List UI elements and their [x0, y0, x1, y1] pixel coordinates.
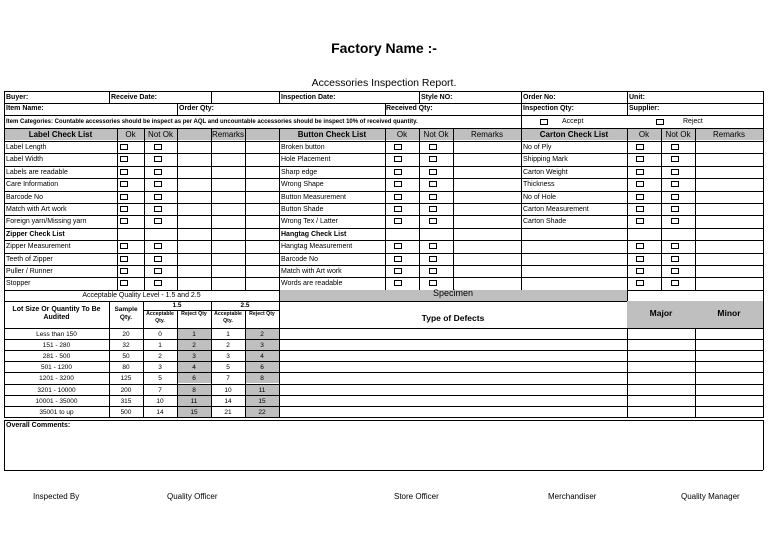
unit-label: Unit:: [629, 94, 645, 101]
grid-line: [4, 277, 763, 278]
grid-line: [521, 115, 522, 128]
column-remarks: Remarks: [211, 130, 244, 139]
receive-date-label: Receive Date:: [111, 94, 157, 101]
grid-line: [4, 372, 763, 373]
checkbox[interactable]: [120, 194, 128, 200]
grid-line: [4, 115, 763, 116]
button-check-item: Button Shade: [281, 206, 324, 213]
checkbox[interactable]: [394, 156, 402, 162]
checkbox[interactable]: [394, 280, 402, 286]
checkbox[interactable]: [671, 243, 679, 249]
signature-quality-manager: Quality Manager: [681, 492, 740, 501]
aql-cell: 0: [158, 331, 162, 338]
button-check-item: Sharp edge: [281, 169, 318, 176]
carton-check-item: No of Hole: [523, 194, 557, 201]
button-check-item: Wrong Tex / Latter: [281, 218, 338, 225]
checkbox[interactable]: [120, 169, 128, 175]
checkbox[interactable]: [671, 218, 679, 224]
aql-cell: 80: [122, 364, 130, 371]
grid-line: [4, 339, 763, 340]
aql-cell: 3: [192, 353, 196, 360]
grid-line: [763, 290, 764, 418]
grid-line: [4, 215, 763, 216]
order-no-label: Order No:: [523, 94, 556, 101]
checkbox[interactable]: [429, 243, 437, 249]
aql-cell: 4: [260, 353, 264, 360]
checkbox[interactable]: [671, 206, 679, 212]
button-check-item: Words are readable: [281, 280, 343, 287]
carton-check-item: Thickness: [523, 181, 555, 188]
checkbox[interactable]: [636, 243, 644, 249]
aql-cell: 3: [158, 364, 162, 371]
checkbox[interactable]: [120, 144, 128, 150]
button-check-item: Button Measurement: [281, 194, 346, 201]
checkbox[interactable]: [636, 194, 644, 200]
checkbox[interactable]: [154, 169, 162, 175]
aql-cell: 14: [224, 398, 232, 405]
received-qty-label: Received Qty:: [386, 105, 433, 112]
checkbox[interactable]: [394, 144, 402, 150]
checkbox[interactable]: [636, 144, 644, 150]
checkbox[interactable]: [154, 256, 162, 262]
column-not-ok: Not Ok: [148, 130, 173, 139]
aql-cell: 500: [120, 409, 132, 416]
checkbox[interactable]: [394, 181, 402, 187]
checkbox[interactable]: [429, 194, 437, 200]
grid-line: [4, 91, 763, 92]
accept-checkbox[interactable]: [540, 119, 548, 125]
checkbox[interactable]: [154, 181, 162, 187]
button-check-item: Match with Art work: [281, 268, 342, 275]
label-check-item: Label Length: [6, 144, 47, 151]
grid-line: [763, 91, 764, 290]
aql-cell: 1: [226, 331, 230, 338]
checkbox[interactable]: [429, 181, 437, 187]
checkbox[interactable]: [394, 169, 402, 175]
aql-cell: 151 - 280: [42, 342, 71, 349]
grid-line: [211, 91, 212, 103]
specimen-label: Specimen: [432, 288, 474, 298]
checkbox[interactable]: [636, 156, 644, 162]
column-not-ok: Not Ok: [423, 130, 449, 139]
checkbox[interactable]: [394, 268, 402, 274]
aql-cell: 6: [192, 375, 196, 382]
aql-cell: 7: [158, 387, 162, 394]
style-no-label: Style NO:: [421, 94, 453, 101]
checkbox[interactable]: [636, 280, 644, 286]
aql-cell: 14: [156, 409, 164, 416]
label-check-item: Puller / Runner: [6, 268, 53, 275]
checkbox[interactable]: [429, 280, 437, 286]
buyer-label: Buyer:: [6, 94, 29, 101]
checkbox[interactable]: [636, 218, 644, 224]
carton-check-item: No of Ply: [523, 144, 552, 151]
aql-subheader: Acceptable Qty.: [214, 311, 242, 324]
grid-line: [4, 395, 763, 396]
checkbox[interactable]: [120, 156, 128, 162]
signature-store-officer: Store Officer: [394, 492, 439, 501]
aql-cell: 2: [158, 353, 162, 360]
aql-cell: 15: [190, 409, 198, 416]
grid-line: [177, 103, 178, 115]
item-name-label: Item Name:: [6, 105, 44, 112]
column-carton_check: Carton Check List: [539, 130, 609, 139]
item-categories-note: Item Categories: Countable accessories should be inspect as per AQL and uncountable accessories should be inspect 10% of received quantity.: [6, 119, 418, 125]
column-not-ok: Not Ok: [665, 130, 691, 139]
aql-cell: 5: [158, 375, 162, 382]
aql-cell: 21: [224, 409, 232, 416]
checkbox[interactable]: [154, 280, 162, 286]
aql-title: Acceptable Quality Level - 1.5 and 2.5: [82, 292, 201, 299]
aql-cell: 5: [226, 364, 230, 371]
aql-cell: 22: [258, 409, 266, 416]
button-check-item: Hangtag Check List: [281, 231, 347, 238]
aql-cell: 3: [260, 342, 264, 349]
grid-line: [419, 91, 420, 103]
aql-cell: 10: [156, 398, 164, 405]
checkbox[interactable]: [394, 256, 402, 262]
aql-cell: 8: [260, 375, 264, 382]
aql-cell: 8: [192, 387, 196, 394]
checkbox[interactable]: [429, 256, 437, 262]
grid-line: [4, 406, 763, 407]
button-check-item: Broken button: [281, 144, 325, 151]
order-qty-label: Order Qty:: [179, 105, 215, 112]
checkbox[interactable]: [671, 181, 679, 187]
aql-cell: 11: [190, 398, 198, 405]
checkbox[interactable]: [671, 280, 679, 286]
checkbox[interactable]: [120, 256, 128, 262]
checkbox[interactable]: [120, 280, 128, 286]
label-check-item: Match with Art work: [6, 206, 67, 213]
aql-cell: 50: [122, 353, 130, 360]
label-check-item: Label Width: [6, 156, 43, 163]
checkbox[interactable]: [154, 144, 162, 150]
checkbox[interactable]: [154, 206, 162, 212]
aql-cell: 2: [226, 342, 230, 349]
grid-line: [4, 253, 763, 254]
supplier-label: Supplier:: [629, 105, 660, 112]
grid-line: [109, 91, 110, 103]
inspection-qty-label: Inspection Qty:: [523, 105, 574, 112]
report-subtitle: Accessories Inspection Report.: [311, 77, 457, 89]
checkbox[interactable]: [636, 268, 644, 274]
grid-line: [4, 178, 763, 179]
aql-cell: 3: [226, 353, 230, 360]
major-column: Major: [649, 308, 673, 318]
type-of-defects-label: Type of Defects: [421, 313, 485, 323]
checkbox[interactable]: [120, 181, 128, 187]
grid-line: [4, 328, 763, 329]
reject-label: Reject: [683, 118, 703, 125]
aql-cell: 1: [192, 331, 196, 338]
carton-check-item: Carton Measurement: [523, 206, 589, 213]
label-check-item: Zipper Check List: [6, 231, 65, 238]
column-label_check: Label Check List: [28, 130, 93, 139]
column-ok: Ok: [396, 130, 408, 139]
checkbox[interactable]: [120, 206, 128, 212]
factory-name-title: Factory Name :-: [331, 40, 437, 56]
checkbox[interactable]: [671, 156, 679, 162]
checkbox[interactable]: [429, 268, 437, 274]
aql-level-1: 1.5: [172, 302, 182, 309]
reject-checkbox[interactable]: [656, 119, 664, 125]
checkbox[interactable]: [154, 218, 162, 224]
sample-qty-header: Sample Qty.: [114, 306, 138, 321]
grid-line: [4, 350, 763, 351]
label-check-item: Labels are readable: [6, 169, 68, 176]
checkbox[interactable]: [636, 169, 644, 175]
aql-cell: 1201 - 3200: [39, 375, 74, 382]
aql-cell: 15: [258, 398, 266, 405]
checkbox[interactable]: [120, 268, 128, 274]
checkbox[interactable]: [671, 144, 679, 150]
checkbox[interactable]: [154, 156, 162, 162]
grid-line: [4, 191, 763, 192]
aql-cell: 2: [192, 342, 196, 349]
column-ok: Ok: [638, 130, 650, 139]
grid-line: [4, 420, 763, 421]
aql-cell: 501 - 1200: [40, 364, 73, 371]
checkbox[interactable]: [394, 194, 402, 200]
button-check-item: Hangtag Measurement: [281, 243, 353, 250]
grid-line: [4, 166, 763, 167]
aql-cell: 4: [192, 364, 196, 371]
aql-subheader: Reject Qty: [249, 311, 275, 317]
checkbox[interactable]: [120, 218, 128, 224]
signature-quality-officer: Quality Officer: [167, 492, 218, 501]
checkbox[interactable]: [429, 169, 437, 175]
grid-line: [4, 417, 763, 418]
checkbox[interactable]: [429, 206, 437, 212]
aql-cell: 35001 to up: [39, 409, 74, 416]
checkbox[interactable]: [120, 243, 128, 249]
column-remarks: Remarks: [470, 130, 503, 139]
button-check-item: Barcode No: [281, 256, 318, 263]
grid-line: [4, 265, 763, 266]
carton-check-item: Shipping Mark: [523, 156, 568, 163]
aql-cell: 32: [122, 342, 130, 349]
overall-comments-field[interactable]: [5, 431, 761, 468]
aql-cell: 281 - 500: [42, 353, 71, 360]
checkbox[interactable]: [394, 206, 402, 212]
grid-line: [763, 420, 764, 470]
aql-cell: 315: [120, 398, 132, 405]
label-check-item: Barcode No: [6, 194, 43, 201]
aql-cell: 125: [120, 375, 132, 382]
label-check-item: Foreign yarn/Missing yarn: [6, 218, 87, 225]
accept-label: Accept: [562, 118, 584, 125]
checkbox[interactable]: [636, 256, 644, 262]
aql-subheader: Reject Qty: [181, 311, 207, 317]
checkbox[interactable]: [636, 181, 644, 187]
label-check-item: Teeth of Zipper: [6, 256, 53, 263]
grid-line: [279, 91, 280, 103]
aql-level-2: 2.5: [240, 302, 250, 309]
inspection-date-label: Inspection Date:: [281, 94, 336, 101]
aql-cell: 3201 - 10000: [37, 387, 76, 394]
checkbox[interactable]: [429, 218, 437, 224]
checkbox[interactable]: [671, 268, 679, 274]
column-button_check: Button Check List: [297, 130, 367, 139]
signature-inspected-by: Inspected By: [33, 492, 80, 501]
checkbox[interactable]: [154, 243, 162, 249]
grid-line: [4, 470, 763, 471]
grid-line: [4, 228, 763, 229]
grid-line: [4, 240, 763, 241]
aql-cell: 1: [158, 342, 162, 349]
label-check-item: Zipper Measurement: [6, 243, 71, 250]
button-check-item: Hole Placement: [281, 156, 331, 163]
aql-cell: 7: [226, 375, 230, 382]
signature-merchandiser: Merchandiser: [548, 492, 597, 501]
grid-line: [4, 361, 763, 362]
aql-cell: 10: [224, 387, 232, 394]
checkbox[interactable]: [154, 268, 162, 274]
aql-cell: 200: [120, 387, 132, 394]
grid-line: [521, 91, 522, 115]
label-check-item: Care Information: [6, 181, 59, 188]
carton-check-item: Carton Shade: [523, 218, 567, 225]
checkbox[interactable]: [429, 156, 437, 162]
grid-line: [627, 91, 628, 115]
column-ok: Ok: [125, 130, 136, 139]
aql-cell: 2: [260, 331, 264, 338]
overall-comments-label: Overall Comments:: [6, 422, 71, 429]
aql-cell: 10001 - 35000: [35, 398, 78, 405]
checkbox[interactable]: [671, 256, 679, 262]
grid-line: [279, 290, 280, 418]
carton-check-item: Carton Weight: [523, 169, 568, 176]
aql-cell: Less than 150: [36, 331, 77, 338]
label-check-item: Stopper: [6, 280, 31, 287]
checkbox[interactable]: [154, 194, 162, 200]
minor-column: Minor: [717, 308, 741, 318]
aql-cell: 6: [260, 364, 264, 371]
lot-size-header: Lot Size Or Quantity To Be Audited: [12, 306, 101, 321]
checkbox[interactable]: [394, 243, 402, 249]
checkbox[interactable]: [394, 218, 402, 224]
aql-cell: 20: [122, 331, 130, 338]
checkbox[interactable]: [636, 206, 644, 212]
grid-line: [4, 153, 763, 154]
button-check-item: Wrong Shape: [281, 181, 324, 188]
aql-cell: 11: [258, 387, 266, 394]
grid-line: [4, 203, 763, 204]
column-remarks: Remarks: [712, 130, 745, 139]
checkbox[interactable]: [671, 194, 679, 200]
checkbox[interactable]: [429, 144, 437, 150]
checkbox[interactable]: [671, 169, 679, 175]
aql-subheader: Acceptable Qty.: [146, 311, 174, 324]
grid-line: [4, 384, 763, 385]
